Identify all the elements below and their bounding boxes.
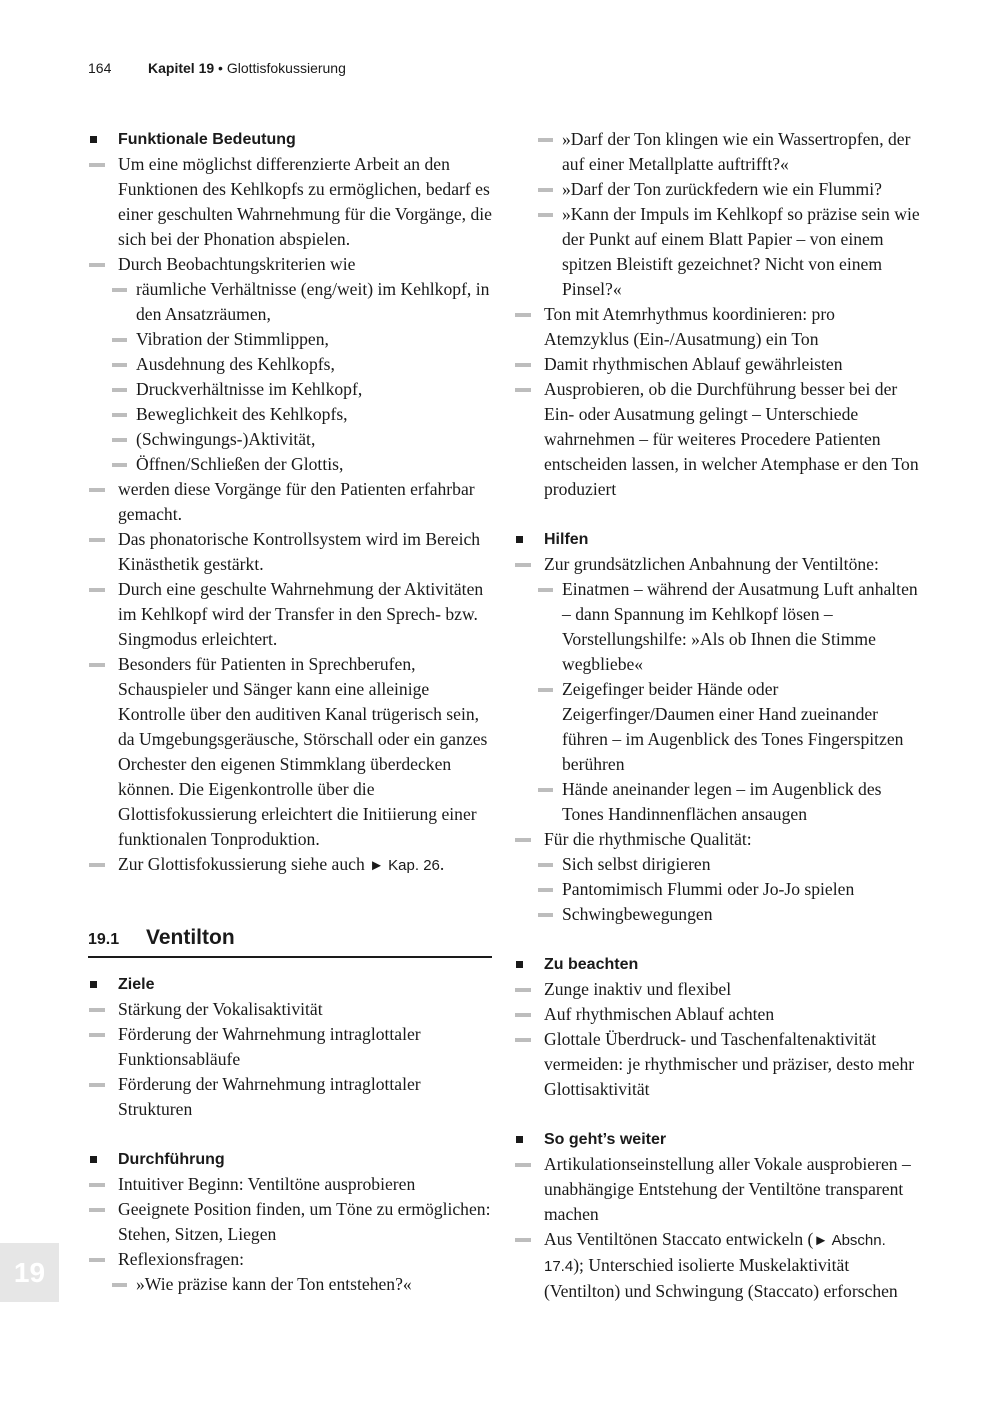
section-number: 19.1 <box>88 931 120 948</box>
sub-list-item: Vibration der Stimmlippen, <box>112 327 492 352</box>
sub-list-item: (Schwingungs-)Aktivität, <box>112 427 492 452</box>
list-item: Zunge inaktiv und flexibel <box>514 977 922 1002</box>
sub-list-item: Hände aneinander legen – im Augenblick des Tones Handinnenflächen ansaugen <box>538 777 922 827</box>
list-item: Zur grundsätzlichen Anbahnung der Ventiltöne: <box>514 552 922 577</box>
list-item-text: Aus Ventiltönen Staccato entwickeln ( <box>544 1229 814 1249</box>
list-item-text-end: ); Unterschied isolierte Muskelaktivität (Ventilton) und Schwingung (Staccato) erforschen <box>544 1255 898 1301</box>
heading-ziele: Ziele <box>88 972 492 997</box>
page-number: 164 <box>88 60 112 76</box>
cross-reference-link[interactable]: ► Kap. 26 <box>369 857 440 874</box>
sub-list-item: »Kann der Impuls im Kehlkopf so präzise sein wie der Punkt auf einem Blatt Papier – von einem spitzen Bleistift gezeichnet? Nicht von einem Pinsel?« <box>538 202 922 302</box>
sub-list-item: »Wie präzise kann der Ton entstehen?« <box>112 1272 492 1297</box>
list-item: Artikulationseinstellung aller Vokale ausprobieren – unabhängige Entstehung der Ventiltöne transparent machen <box>514 1152 922 1227</box>
list-item: Ausprobieren, ob die Durchführung besser bei der Ein- oder Ausatmung gelingt – Unterschiede wahrnehmen – für weiteres Procedere Patienten entscheiden lassen, in welcher Atemphase er den Ton produziert <box>514 377 922 502</box>
section-heading <box>88 926 492 958</box>
sub-list-item: Sich selbst dirigieren <box>538 852 922 877</box>
chapter-topic: Glottisfokussierung <box>226 60 346 76</box>
right-column <box>514 127 922 1304</box>
list-item: Für die rhythmische Qualität: <box>514 827 922 852</box>
durchfuehrung-continued-list <box>514 127 922 1304</box>
sub-list-item: Einatmen – während der Ausatmung Luft anhalten – dann Spannung im Kehlkopf lösen – Vorstellungshilfe: »Als ob Ihnen die Stimme wegbliebe« <box>538 577 922 677</box>
list-item: Förderung der Wahrnehmung intraglottaler Funktionsabläufe <box>88 1022 492 1072</box>
sub-list-item: Öffnen/Schließen der Glottis, <box>112 452 492 477</box>
list-item: Auf rhythmischen Ablauf achten <box>514 1002 922 1027</box>
list-item: Glottale Überdruck- und Taschenfaltenaktivität vermeiden: je rhythmischer und präziser, desto mehr Glottisaktivität <box>514 1027 922 1102</box>
section-title: Ventilton <box>146 926 235 949</box>
list-item <box>88 852 492 878</box>
sub-list-item: Druckverhältnisse im Kehlkopf, <box>112 377 492 402</box>
sub-list-item: Ausdehnung des Kehlkopfs, <box>112 352 492 377</box>
list-item: Das phonatorische Kontrollsystem wird im Bereich Kinästhetik gestärkt. <box>88 527 492 577</box>
sub-list-item: Pantomimisch Flummi oder Jo-Jo spielen <box>538 877 922 902</box>
list-item: Durch Beobachtungskriterien wie <box>88 252 492 277</box>
list-item-text-end: . <box>439 854 445 874</box>
sub-list-item: Beweglichkeit des Kehlkopfs, <box>112 402 492 427</box>
sub-list-item: räumliche Verhältnisse (eng/weit) im Kehlkopf, in den Ansatzräumen, <box>112 277 492 327</box>
list-item: Geeignete Position finden, um Töne zu ermöglichen: Stehen, Sitzen, Liegen <box>88 1197 492 1247</box>
heading-hilfen: Hilfen <box>514 527 922 552</box>
list-item: Intuitiver Beginn: Ventiltöne ausprobieren <box>88 1172 492 1197</box>
chapter-label: Kapitel 19 <box>148 60 215 76</box>
list-item: Förderung der Wahrnehmung intraglottaler Strukturen <box>88 1072 492 1122</box>
left-column <box>88 127 492 1297</box>
header-separator: • <box>214 60 227 76</box>
sub-list-item: »Darf der Ton zurückfedern wie ein Flummi? <box>538 177 922 202</box>
heading-funktionale-bedeutung: Funktionale Bedeutung <box>88 127 492 152</box>
list-item <box>514 1227 922 1304</box>
list-item: werden diese Vorgänge für den Patienten erfahrbar gemacht. <box>88 477 492 527</box>
list-item: Besonders für Patienten in Sprechberufen, Schauspieler und Sänger kann eine alleinige Kontrolle über den auditiven Kanal trügerisch sein, da Umgebungsgeräusche, Störschall oder ein ganzes Orchester den eigenen Stimmklang überdecken können. Die Eigenkontrolle über die Glottisfokussierung erleichtert die Initiierung einer funktionalen Tonproduktion. <box>88 652 492 852</box>
list-item-text: Zur Glottisfokussierung siehe auch <box>118 854 370 874</box>
sub-list-item: »Darf der Ton klingen wie ein Wassertropfen, der auf einer Metallplatte auftrifft?« <box>538 127 922 177</box>
list-item: Um eine möglichst differenzierte Arbeit an den Funktionen des Kehlkopfs zu ermöglichen, bedarf es einer geschulten Wahrnehmung für die Vorgänge, die sich bei der Phonation abspielen. <box>88 152 492 252</box>
chapter-thumb-tab: 19 <box>0 1243 59 1302</box>
list-item: Ton mit Atemrhythmus koordinieren: pro Atemzyklus (Ein-/Ausatmung) ein Ton <box>514 302 922 352</box>
list-item: Stärkung der Vokalisaktivität <box>88 997 492 1022</box>
heading-zu-beachten: Zu beachten <box>514 952 922 977</box>
list-item: Damit rhythmischen Ablauf gewährleisten <box>514 352 922 377</box>
cross-reference-link[interactable]: ► Abschn. 17.4 <box>544 1232 886 1275</box>
running-header <box>88 60 346 76</box>
funktionale-bedeutung-list <box>88 127 492 878</box>
list-item: Durch eine geschulte Wahrnehmung der Aktivitäten im Kehlkopf wird der Transfer in den Sprech- bzw. Singmodus erleichtert. <box>88 577 492 652</box>
heading-so-gehts-weiter: So geht’s weiter <box>514 1127 922 1152</box>
ziele-list <box>88 972 492 1297</box>
sub-list-item: Schwingbewegungen <box>538 902 922 927</box>
sub-list-item: Zeigefinger beider Hände oder Zeigerfinger/Daumen einer Hand zueinander führen – im Augenblick des Tones Fingerspitzen berühren <box>538 677 922 777</box>
heading-durchfuehrung: Durchführung <box>88 1147 492 1172</box>
list-item: Reflexionsfragen: <box>88 1247 492 1272</box>
